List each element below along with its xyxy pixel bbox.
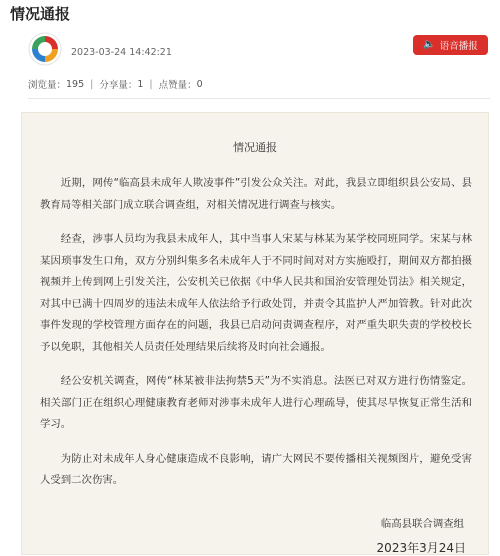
likes-label: 点赞量： (158, 80, 197, 91)
document-paragraph: 为防止对未成年人身心健康造成不良影响，请广大网民不要传播相关视频图片，避免受害人受到二次伤害。 (40, 452, 472, 486)
shares-count: 1 (137, 78, 144, 90)
header-divider (28, 98, 490, 99)
site-logo (28, 32, 62, 66)
document-signature: 临高县联合调查组 (380, 518, 464, 530)
page-title: 情况通报 (10, 5, 71, 23)
voice-broadcast-label: 语音播报 (439, 41, 478, 52)
stats-separator: | (149, 78, 153, 90)
document-body (40, 173, 472, 492)
article-stats (28, 77, 203, 91)
document-date: 2023年3月24日 (376, 541, 466, 555)
likes-count: 0 (196, 78, 203, 90)
shares-label: 分享量： (99, 80, 138, 91)
document-paragraph: 经查，涉事人员均为我县未成年人，其中当事人宋某与林某为某学校同班同学。宋某与林某因琐事发生口角，双方分别纠集多名未成年人于不同时间对对方实施殴打，期间双方都拍摄视频并上传到网上引发关注，公安机关已依据《中华人民共和国治安管理处罚法》相关规定，对其中已满十四周岁的违法未成年人依法给予行政处罚，并责令其监护人严加管教。针对此次事件发现的学校管理方面存在的问题，我县已启动问责调查程序，对严重失职失责的学校校长予以免职，其他相关人员责任处理结果后续将及时向社会通报。 (40, 233, 472, 353)
notice-document (21, 112, 489, 555)
voice-broadcast-button[interactable] (413, 35, 488, 55)
views-label: 浏览量： (28, 80, 67, 91)
document-title: 情况通报 (233, 141, 277, 154)
publish-date: 2023-03-24 14:42:21 (71, 47, 172, 58)
document-paragraph: 经公安机关调查，网传“林某被非法拘禁5天”为不实消息。法医已对双方进行伤情鉴定。相关部门正在组织心理健康教育老师对涉事未成年人进行心理疏导，使其尽早恢复正常生活和学习。 (40, 375, 472, 430)
document-paragraph: 近期，网传“临高县未成年人欺凌事件”引发公众关注。对此，我县立即组织县公安局、县教育局等相关部门成立联合调查组，对相关情况进行调查与核实。 (40, 177, 472, 211)
views-count: 195 (66, 78, 85, 90)
speaker-icon: 🔈 (423, 39, 436, 50)
stats-separator: | (90, 78, 94, 90)
